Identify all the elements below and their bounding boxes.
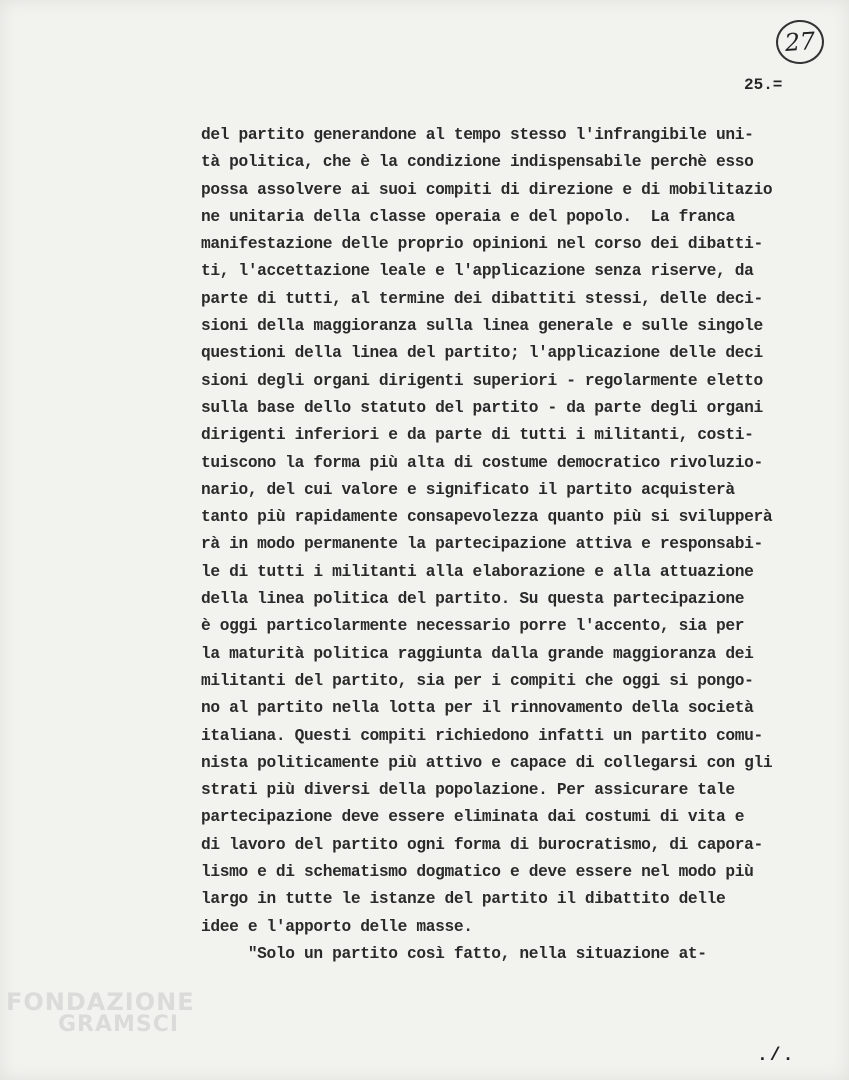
text-line: ne unitaria della classe operaia e del popolo. La franca [201,207,735,226]
text-line: nario, del cui valore e significato il partito acquisterà [201,480,735,499]
text-line: tà politica, che è la condizione indispensabile perchè esso [201,153,754,172]
text-line: dirigenti inferiori e da parte di tutti i militanti, costi- [201,426,754,445]
watermark-line-2: GRAMSCI [58,1012,180,1037]
handwritten-page-number: 27 [775,18,826,65]
text-line: tanto più rapidamente consapevolezza quanto più si svilupperà [201,508,773,527]
text-line: lismo e di schematismo dogmatico e deve essere nel modo più [201,863,754,882]
continuation-mark: ./. [757,1046,796,1066]
watermark-line-1: FONDAZIONE [6,988,195,1016]
text-line: partecipazione deve essere eliminata dai costumi di vita e [201,808,745,827]
text-line: di lavoro del partito ogni forma di burocratismo, di capora- [201,835,763,854]
text-line: della linea politica del partito. Su questa partecipazione [201,590,745,609]
text-line: nista politicamente più attivo e capace di collegarsi con gli [201,753,773,772]
text-line: le di tutti i militanti alla elaborazione e alla attuazione [201,562,754,581]
typed-page-number: 25.= [744,76,783,94]
text-line: tuiscono la forma più alta di costume democratico rivoluzio- [201,453,763,472]
text-line: del partito generandone al tempo stesso l'infrangibile uni- [201,126,754,144]
text-line: ti, l'accettazione leale e l'applicazione senza riserve, da [201,262,754,281]
text-line: sioni degli organi dirigenti superiori - regolarmente eletto [201,371,763,390]
text-line: sioni della maggioranza sulla linea generale e sulle singole [201,317,763,336]
text-line: italiana. Questi compiti richiedono infatti un partito comu- [201,726,763,745]
text-line: militanti del partito, sia per i compiti che oggi si pongo- [201,671,754,690]
text-line: possa assolvere ai suoi compiti di direzione e di mobilitazio [201,180,773,199]
text-line: è oggi particolarmente necessario porre l'accento, sia per [201,617,745,636]
text-line: "Solo un partito così fatto, nella situazione at- [201,944,707,963]
text-line: largo in tutte le istanze del partito il dibattito delle [201,890,726,909]
text-line: sulla base dello statuto del partito - da parte degli organi [201,398,763,417]
text-line: questioni della linea del partito; l'applicazione delle deci [201,344,763,363]
text-line: manifestazione delle proprio opinioni nel corso dei dibatti- [201,235,763,254]
text-line: no al partito nella lotta per il rinnovamento della società [201,699,754,718]
archive-watermark [6,990,195,1036]
text-line: idee e l'apporto delle masse. [201,917,473,936]
text-line: la maturità politica raggiunta dalla grande maggioranza dei [201,644,754,663]
body-text [201,122,821,968]
text-line: parte di tutti, al termine dei dibattiti stessi, delle deci- [201,289,763,308]
text-line: rà in modo permanente la partecipazione attiva e responsabi- [201,535,763,554]
text-line: strati più diversi della popolazione. Per assicurare tale [201,781,735,800]
